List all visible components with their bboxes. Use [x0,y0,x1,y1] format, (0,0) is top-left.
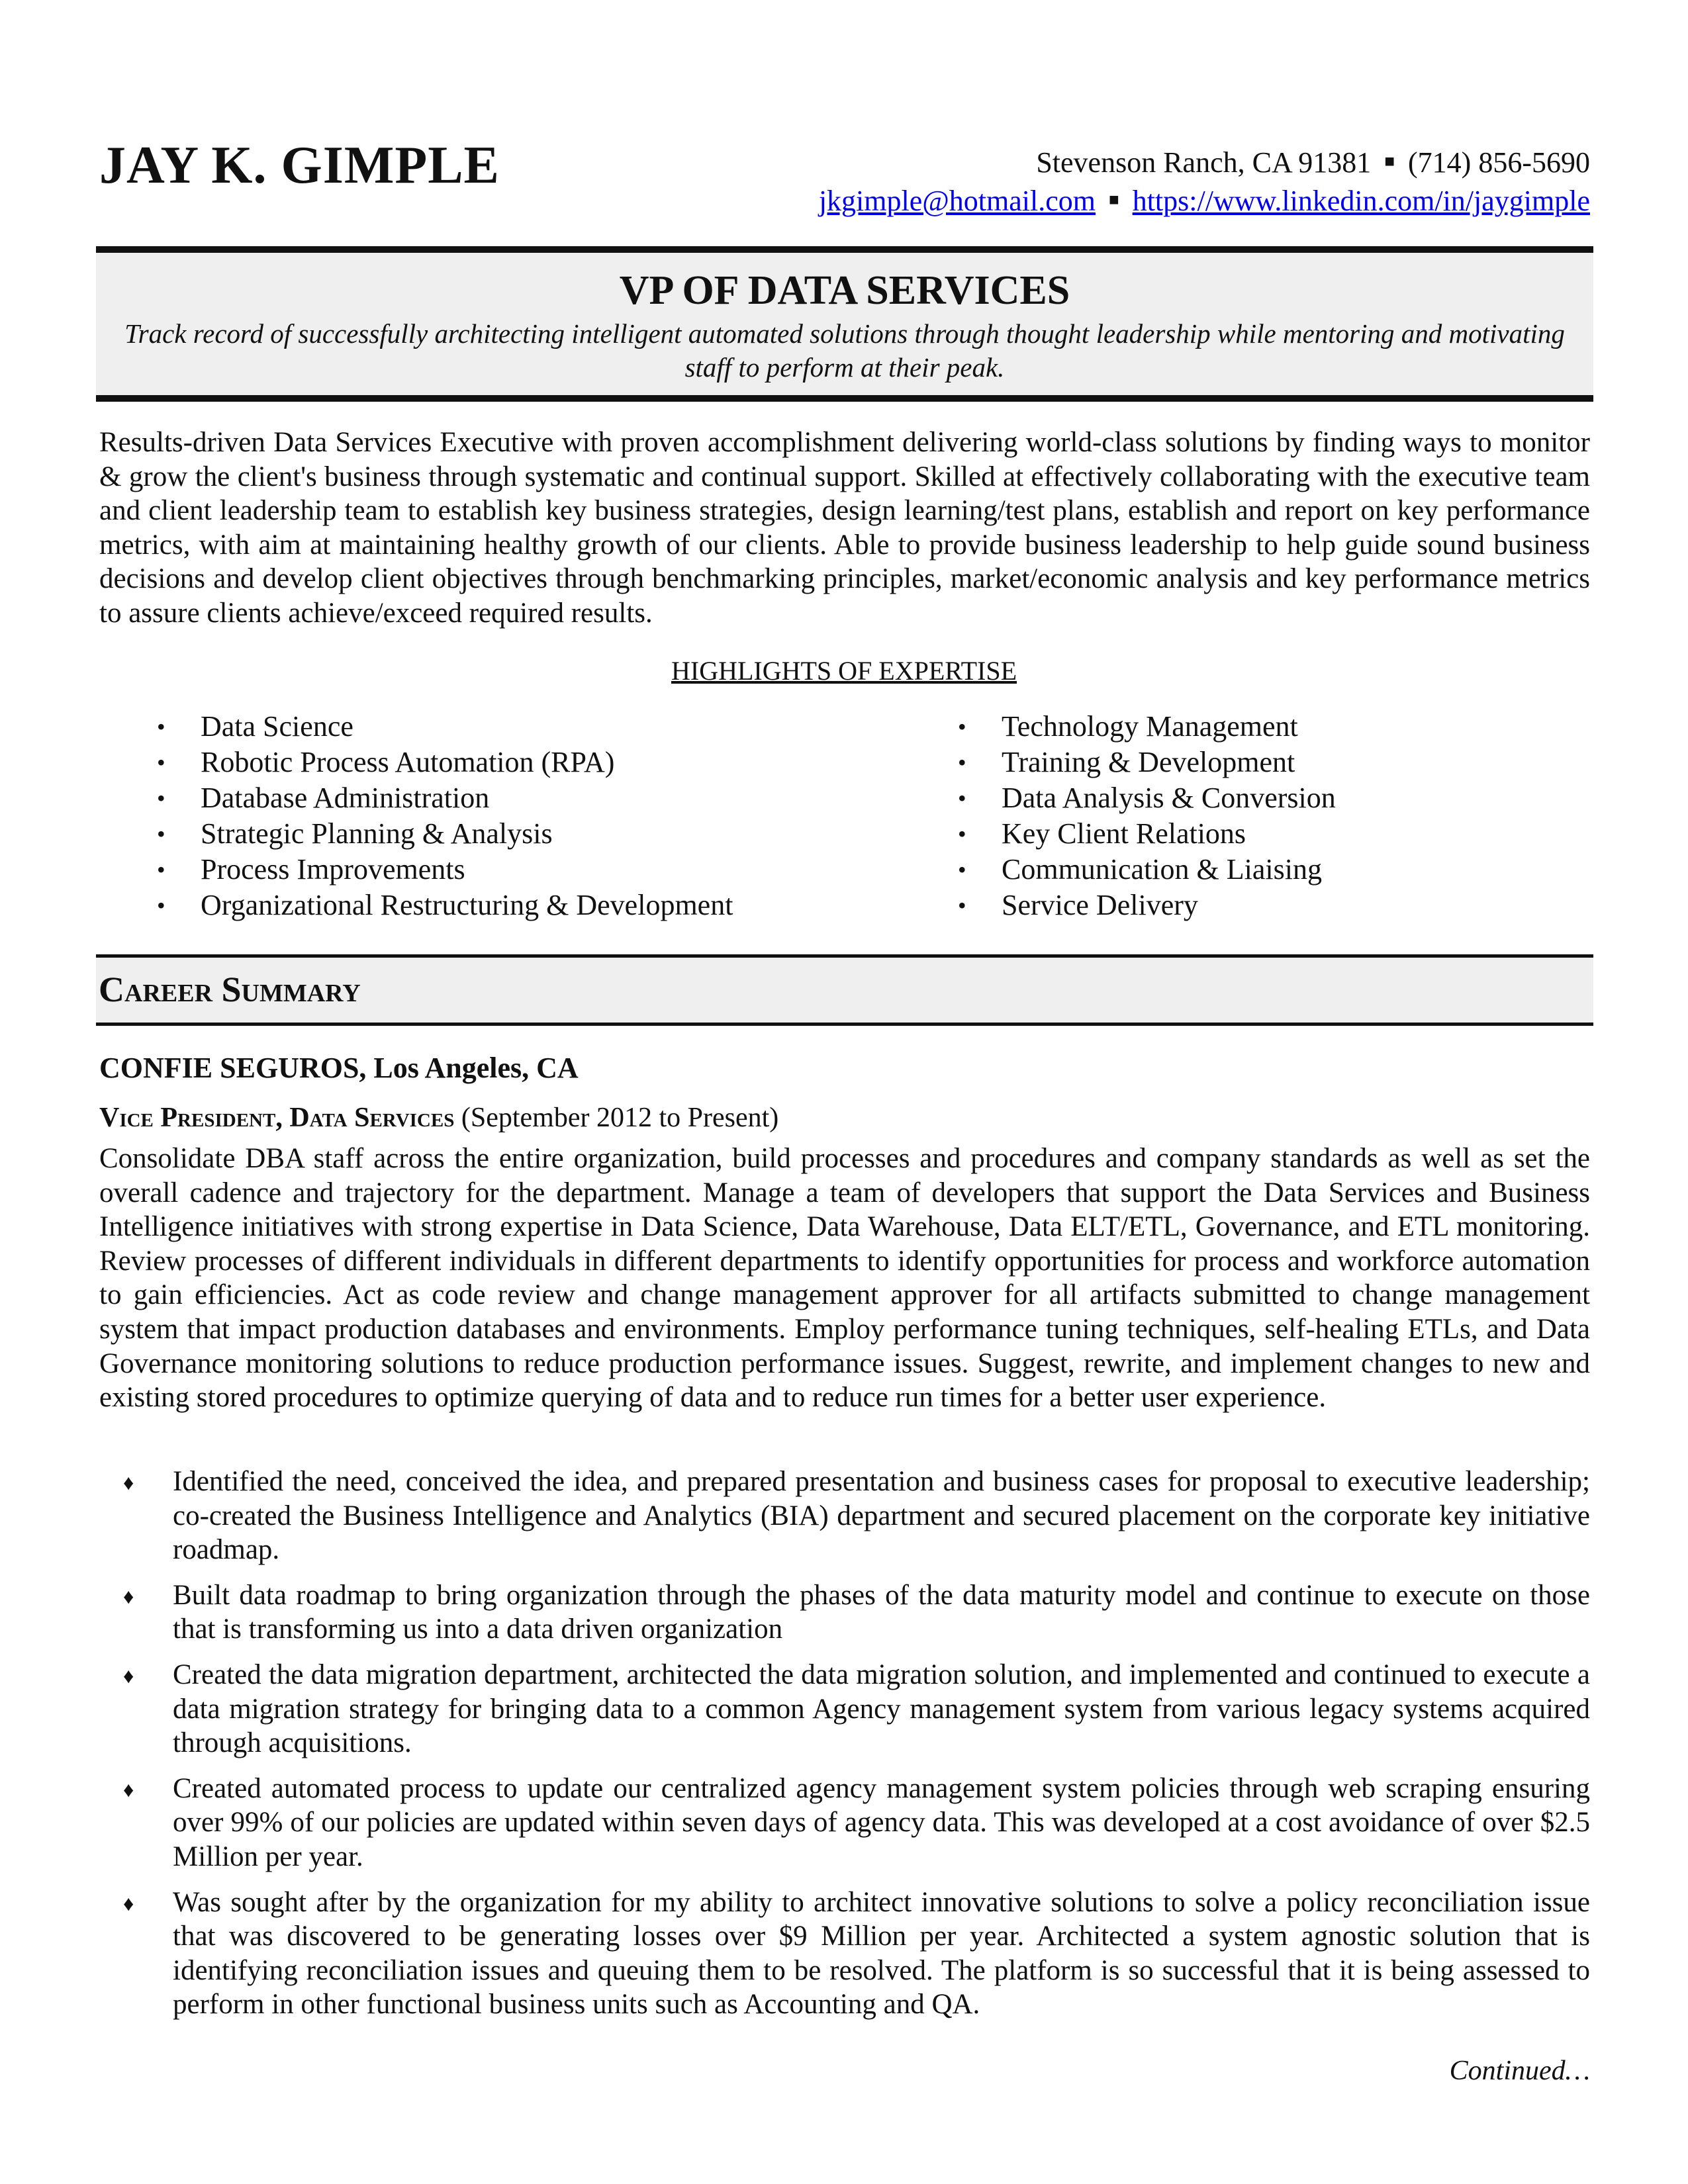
list-item: • Data Science [157,709,733,745]
achievement-item: ♦ Created automated process to update our centralized agency management system policies through web scraping ensuring over 99% of our policies are updated within seven days of agency data. This was developed at a cost avoidance of over $2.5 Million per year. [99,1772,1590,1874]
title-banner [96,246,1593,402]
tagline: Track record of successfully architecting intelligent automated solutions through thought leadership while mentoring and motivating staff to perform at their peak. [124,318,1565,383]
list-item: • Robotic Process Automation (RPA) [157,745,733,780]
role-description: Consolidate DBA staff across the entire organization, build processes and procedures and company standards as well as set the overall cadence and trajectory for the department. Manage a team of developers that support the Data Services and Business Intelligence initiatives with strong expertise in Data Science, Data Warehouse, Data ELT/ETL, Governance, and ETL monitoring. Review processes of different individuals in different departments to identify opportunities for process and workforce automation to gain efficiencies. Act as code review and change management approver for all artifacts submitted to change management system that impact production databases and environments. Employ performance tuning techniques, self-healing ETLs, and Data Governance monitoring solutions to reduce production performance issues. Suggest, rewrite, and implement changes to new and existing stored procedures to optimize querying of data and to reduce run times for a better user experience. [99,1143,1590,1414]
achievement-item: ♦ Identified the need, conceived the idea, and prepared presentation and business cases for proposal to executive leadership; co-created the Business Intelligence and Analytics (BIA) department and secured placement on the corporate key initiative roadmap. [99,1465,1590,1567]
contact-block [819,143,1590,220]
role-title: Vice President, Data Services [99,1103,455,1133]
list-item: • Strategic Planning & Analysis [157,816,733,852]
candidate-name: JAY K. GIMPLE [99,136,500,195]
linkedin-link[interactable]: https://www.linkedin.com/in/jaygimple [1132,185,1590,217]
role-line [99,1102,778,1134]
achievement-item: ♦ Built data roadmap to bring organization through the phases of the data maturity model and continue to execute on those that is transforming us into a data driven organization [99,1578,1590,1647]
separator-icon: ■ [1108,190,1119,209]
achievement-item: ♦ Created the data migration department, architected the data migration solution, and implemented and continued to execute a data migration strategy for bringing data to a common Agency management system from various legacy systems acquired through acquisitions. [99,1658,1590,1760]
separator-icon: ■ [1384,152,1395,171]
list-item: • Data Analysis & Conversion [958,780,1336,816]
location: Stevenson Ranch, CA 91381 [1036,146,1372,179]
list-item: • Training & Development [958,745,1336,780]
contact-line-2 [819,181,1590,220]
list-item: • Service Delivery [958,887,1336,923]
phone: (714) 856-5690 [1408,146,1590,179]
email-link[interactable]: jkgimple@hotmail.com [818,185,1096,217]
expertise-list-right [958,709,1336,923]
list-item: • Technology Management [958,709,1336,745]
continued-note: Continued… [1449,2056,1590,2086]
company-name: CONFIE SEGUROS, Los Angeles, CA [99,1052,579,1084]
job-title: VP OF DATA SERVICES [619,268,1070,313]
professional-summary: Results-driven Data Services Executive with proven accomplishment delivering world-class solutions by finding ways to monitor & grow the client's business through systematic and continual support. Skilled at effectively collaborating with the executive team and client leadership team to establish key business strategies, design learning/test plans, establish and report on key performance metrics, with aim at maintaining healthy growth of our clients. Able to provide business leadership to help guide sound business decisions and develop client objectives through benchmarking principles, market/economic analysis and key performance metrics to assure clients achieve/exceed required results. [99,427,1590,629]
contact-line-1 [819,143,1590,181]
career-summary-bar [96,954,1593,1026]
achievement-item: ♦ Was sought after by the organization for my ability to architect innovative solutions to solve a policy reconciliation issue that was discovered to be generating losses over $9 Million per year. Architected a system agnostic solution that is identifying reconciliation issues and queuing them to be resolved. The platform is so successful that it is being assessed to perform in other functional business units such as Accounting and QA. [99,1886,1590,2022]
list-item: • Communication & Liaising [958,852,1336,887]
section-title: Career Summary [99,970,361,1009]
list-item: • Key Client Relations [958,816,1336,852]
list-item: • Process Improvements [157,852,733,887]
expertise-heading: HIGHLIGHTS OF EXPERTISE [671,656,1017,686]
expertise-list-left [157,709,733,923]
list-item: • Organizational Restructuring & Development [157,887,733,923]
list-item: • Database Administration [157,780,733,816]
role-dates: (September 2012 to Present) [461,1103,779,1133]
achievement-list [99,1465,1590,2033]
